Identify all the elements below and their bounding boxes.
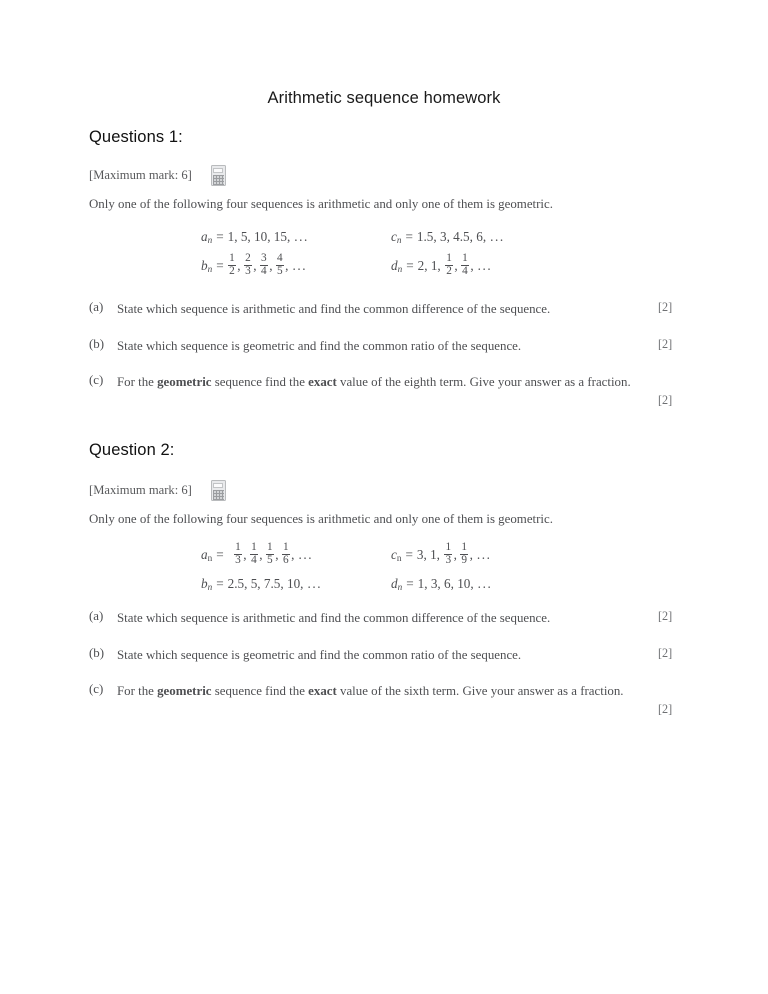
sequence-block-1 [89, 225, 679, 283]
sequence-variable: $a_n$ [201, 228, 213, 245]
equals-sign: = [405, 547, 413, 562]
sequence-terms: 1, 5, 10, 15, ... [227, 228, 309, 244]
question-part [89, 646, 681, 666]
sequence-row [89, 225, 679, 249]
part-label: (c) [89, 373, 104, 388]
part-marks: [2] [658, 300, 673, 314]
sequence-row [89, 572, 679, 596]
fraction: $\frac{1}{3}$ [235, 541, 241, 566]
fraction: $\frac{1}{6}$ [282, 541, 289, 566]
equals-sign: = [406, 575, 414, 591]
sequence-variable: $a_n$ [201, 546, 213, 563]
part-text: For the geometric sequence find the exact value of the sixth term. Give your answer as a fraction. [117, 684, 624, 699]
part-label: (b) [89, 645, 105, 660]
calculator-keys [213, 175, 224, 185]
sequence-terms: 1.5, 3, 4.5, 6, ... [416, 228, 505, 244]
calculator-screen [213, 483, 223, 488]
part-label: (a) [89, 300, 104, 314]
sequence-b-2 [89, 575, 323, 592]
sequence-terms: $\frac{1}{2}$ , $\frac{2}{3}$ , $\frac{3}{4}$ , $\frac{4}{5}$ , ... [229, 252, 308, 277]
calculator-screen [213, 168, 223, 173]
sequence-terms: 2, 1, $\frac{1}{2}$ , $\frac{1}{4}$ , ... [417, 252, 493, 277]
sequence-c-1 [289, 229, 549, 245]
fraction: $\frac{1}{5}$ [267, 541, 273, 566]
sequence-a-1 [89, 228, 309, 245]
sequence-row [89, 538, 679, 572]
part-marks: [2] [658, 609, 673, 623]
fraction: $\frac{1}{4}$ [251, 541, 257, 566]
equals-sign: = [406, 258, 414, 273]
sequence-variable: $c_n$ [391, 228, 402, 245]
question-part [89, 337, 681, 357]
part-text: State which sequence is geometric and find the common ratio of the sequence. [117, 647, 522, 662]
equals-sign: = [216, 575, 224, 591]
calculator-icon [211, 480, 226, 501]
sequence-variable: $b_n$ [201, 575, 213, 592]
sequence-a-2 [89, 541, 314, 568]
sequence-variable: $d_n$ [391, 575, 403, 592]
sequence-terms: 1, 3, 6, 10, ... [417, 575, 493, 591]
part-label: (b) [89, 336, 105, 351]
intro-sentence-1: Only one of the following four sequences is arithmetic and only one of them is geometric. [89, 197, 553, 211]
part-label: (a) [89, 609, 104, 623]
part-marks: [2] [658, 645, 673, 660]
question-part [89, 609, 681, 629]
calculator-keys [213, 490, 224, 500]
fraction: $\frac{2}{3}$ [245, 252, 251, 277]
equals-sign: = [216, 228, 224, 244]
calculator-icon [211, 165, 226, 186]
part-marks: [2] [658, 336, 673, 351]
fraction: $\frac{3}{4}$ [261, 252, 267, 277]
fraction: $\frac{4}{5}$ [276, 252, 283, 277]
intro-sentence-2: Only one of the following four sequences is arithmetic and only one of them is geometric. [89, 512, 553, 526]
sequence-terms: 2.5, 5, 7.5, 10, ... [227, 575, 323, 591]
question-parts-1 [89, 300, 681, 408]
section-heading-1: Questions 1: [89, 128, 183, 146]
question-part [89, 373, 681, 408]
equals-sign: = [216, 258, 224, 273]
fraction: $\frac{1}{4}$ [462, 252, 468, 277]
sequence-terms: $\frac{1}{3}$ , $\frac{1}{4}$ , $\frac{1}{5}$ , $\frac{1}{6}$ , ... [235, 541, 314, 566]
page-title: Arithmetic sequence homework [267, 89, 501, 107]
sequence-d-2 [289, 576, 549, 592]
part-marks: [2] [658, 702, 673, 717]
sequence-variable: $c_n$ [391, 546, 402, 563]
part-label: (c) [89, 682, 104, 697]
part-text: State which sequence is arithmetic and find the common difference of the sequence. [117, 611, 551, 625]
sequence-block-2 [89, 538, 679, 596]
max-mark-row-1 [89, 165, 226, 186]
fraction: $\frac{1}{2}$ [229, 252, 235, 277]
max-mark-label-1: [Maximum mark: 6] [89, 168, 192, 182]
max-mark-label-2: [Maximum mark: 6] [89, 483, 192, 497]
question-part [89, 300, 681, 320]
sequence-variable: $d_n$ [391, 257, 403, 274]
fraction: $\frac{1}{2}$ [446, 252, 452, 277]
section-heading-2: Question 2: [89, 441, 175, 459]
fraction: $\frac{1}{9}$ [461, 541, 468, 566]
max-mark-row-2 [89, 480, 226, 501]
part-text: State which sequence is arithmetic and find the common difference of the sequence. [117, 302, 551, 316]
sequence-d-1 [289, 254, 549, 279]
fraction: $\frac{1}{3}$ [445, 541, 452, 566]
part-text: State which sequence is geometric and find the common ratio of the sequence. [117, 338, 522, 353]
part-text: For the geometric sequence find the exact value of the eighth term. Give your answer as a fraction. [117, 375, 631, 390]
question-part [89, 682, 681, 717]
sequence-c-2 [289, 543, 549, 568]
equals-sign: = [405, 228, 413, 244]
sequence-terms: 3, 1, $\frac{1}{3}$ , $\frac{1}{9}$ , ... [416, 541, 492, 566]
sequence-variable: $b_n$ [201, 257, 213, 274]
sequence-b-1 [89, 252, 308, 279]
question-parts-2 [89, 609, 681, 717]
sequence-row [89, 249, 679, 283]
part-marks: [2] [658, 393, 673, 408]
equals-sign: = [216, 547, 224, 562]
